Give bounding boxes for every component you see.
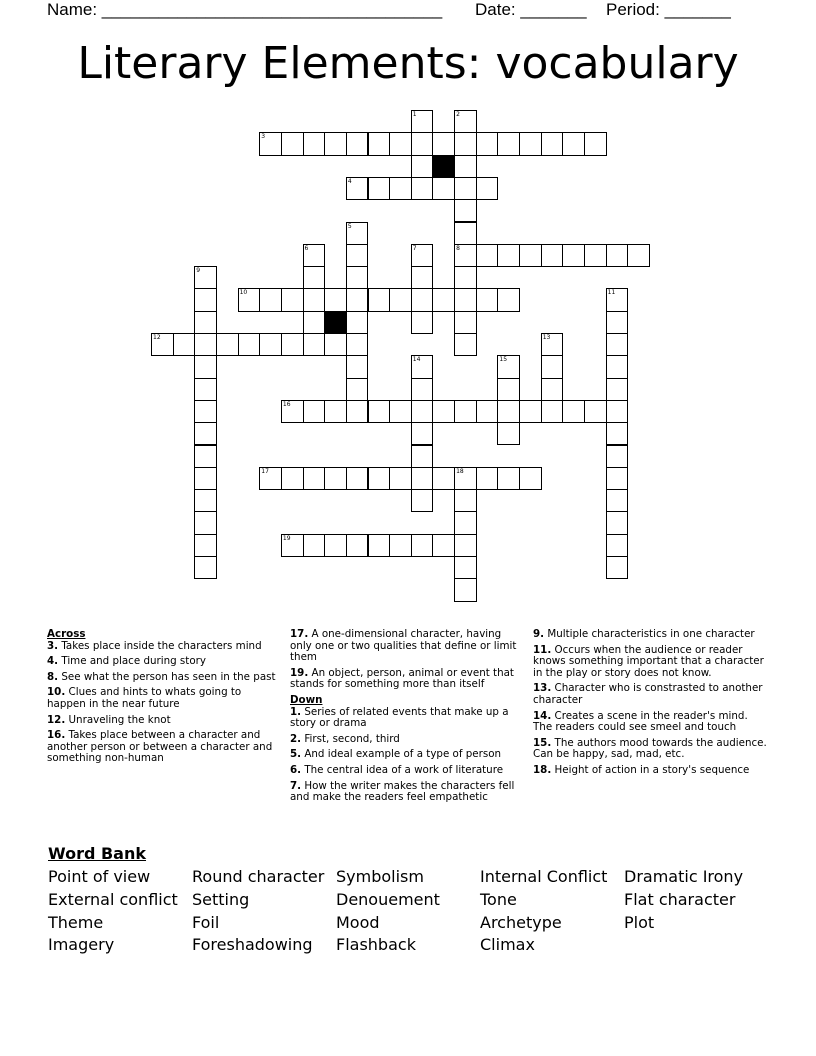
clue-item-text: Occurs when the audience or reader knows something important that a character in the play or story does not know. [533,643,764,679]
clue-item [47,672,283,684]
grid-cell[interactable] [454,400,477,423]
word-bank-item: Dramatic Irony [624,867,744,886]
grid-cell[interactable] [432,177,455,200]
grid-cell[interactable] [606,422,629,445]
grid-cell[interactable] [454,556,477,579]
clue-number: 16 [282,400,291,408]
clue-number: 17 [261,467,269,475]
clue-item-number: 8. [47,670,59,683]
grid-cell[interactable] [454,244,477,267]
page-title: Literary Elements: vocabulary [77,38,739,89]
grid-cell[interactable] [259,288,282,311]
clue-number: 12 [153,334,161,341]
clue-item-text: An object, person, animal or event that stands for something more than itself [290,666,514,691]
grid-cell[interactable] [497,422,520,445]
grid-cell[interactable] [194,400,217,423]
grid-cell[interactable] [606,467,629,490]
clue-item [47,641,283,653]
clue-item-number: 13. [533,682,552,695]
grid-cell[interactable] [454,132,477,155]
clue-number: 10 [239,289,248,297]
clue-item [290,629,526,664]
grid-cell[interactable] [346,266,369,289]
grid-cell[interactable] [606,534,629,557]
grid-cell[interactable] [346,333,369,356]
grid-cell[interactable] [454,155,477,178]
grid-cell[interactable] [562,132,585,155]
word-bank-item: Flat character [624,890,736,909]
grid-cell[interactable] [606,489,629,512]
clue-item-text: Creates a scene in the reader's mind. The readers could see smeel and touch [533,709,748,734]
grid-cell[interactable] [194,355,217,378]
grid-cell[interactable] [411,400,434,423]
grid-cell[interactable] [346,222,369,245]
clue-number: 4 [347,177,352,185]
grid-cell[interactable] [454,177,477,200]
clues-column-2 [290,629,526,808]
grid-cell[interactable] [194,556,217,579]
clue-item-number: 14. [533,709,552,722]
clue-item-number: 16. [47,729,66,742]
grid-cell[interactable] [454,222,477,245]
grid-cell[interactable] [194,288,217,311]
clue-item [290,749,526,761]
grid-cell[interactable] [389,400,412,423]
word-bank-item: Setting [192,890,250,909]
clue-item [290,765,526,777]
grid-cell[interactable] [346,311,369,334]
grid-cell[interactable] [432,467,455,490]
clue-number: 13 [542,334,551,341]
grid-cell[interactable] [562,400,585,423]
clue-item [47,730,283,765]
clue-number: 14 [412,356,421,364]
grid-cell[interactable] [173,333,196,356]
clue-item-number: 17. [290,628,309,640]
grid-cell[interactable] [194,445,217,468]
grid-cell[interactable] [454,110,477,133]
grid-cell[interactable] [411,155,434,178]
grid-cell[interactable] [411,110,434,133]
grid-cell[interactable] [411,244,434,267]
clue-item-text: See what the person has seen in the past [58,670,276,683]
clue-item-number: 18. [533,763,552,776]
grid-cell[interactable] [584,132,607,155]
clue-item-number: 12. [47,713,66,726]
grid-cell[interactable] [411,132,434,155]
clue-item-text: Multiple characteristics in one character [544,628,755,640]
grid-cell[interactable] [303,333,326,356]
black-cell [324,311,347,334]
word-bank-item: Foil [192,913,220,932]
grid-cell[interactable] [476,244,499,267]
grid-cell[interactable] [194,333,217,356]
clue-item-text: And ideal example of a type of person [301,748,502,761]
grid-cell[interactable] [627,244,650,267]
grid-cell[interactable] [411,445,434,468]
clue-item-number: 10. [47,686,66,699]
grid-cell[interactable] [606,400,629,423]
grid-cell[interactable] [194,534,217,557]
grid-cell[interactable] [324,333,347,356]
grid-cell[interactable] [476,132,499,155]
clue-item-number: 7. [290,779,302,792]
clue-item [290,734,526,746]
grid-cell[interactable] [389,288,412,311]
grid-cell[interactable] [562,244,585,267]
grid-cell[interactable] [497,378,520,401]
grid-cell[interactable] [541,378,564,401]
grid-cell[interactable] [216,333,239,356]
grid-cell[interactable] [346,244,369,267]
clue-item-number: 2. [290,732,302,745]
word-bank-item: Imagery [48,935,115,954]
clue-item-text: First, second, third [301,732,400,745]
grid-cell[interactable] [606,333,629,356]
grid-cell[interactable] [281,400,304,423]
grid-cell[interactable] [606,445,629,468]
grid-cell[interactable] [303,311,326,334]
word-bank-item: Point of view [48,867,151,886]
grid-cell[interactable] [454,467,477,490]
clues-column-3 [533,629,769,781]
grid-cell[interactable] [281,534,304,557]
word-bank-title: Word Bank [48,844,147,863]
clue-item [533,765,769,777]
word-bank-item: Mood [336,913,380,932]
grid-cell[interactable] [606,311,629,334]
clue-item-text: A one-dimensional character, having only one or two qualities that define or limit them [290,628,517,664]
grid-cell[interactable] [411,177,434,200]
clue-number: 11 [607,289,616,297]
grid-cell[interactable] [411,266,434,289]
grid-cell[interactable] [497,355,520,378]
across-heading: Across [47,628,86,640]
grid-cell[interactable] [259,333,282,356]
grid-cell[interactable] [519,132,542,155]
clue-item-text: Character who is constrasted to another character [533,682,763,706]
clue-number: 8 [456,244,460,252]
clue-item [290,707,526,730]
word-bank-item: Plot [624,913,655,932]
grid-cell[interactable] [432,132,455,155]
grid-cell[interactable] [368,288,391,311]
grid-cell[interactable] [324,534,347,557]
grid-cell[interactable] [346,467,369,490]
grid-cell[interactable] [411,467,434,490]
grid-cell[interactable] [389,177,412,200]
grid-cell[interactable] [519,467,542,490]
clue-item [47,656,283,668]
word-bank-item: Archetype [480,913,562,932]
grid-cell[interactable] [411,355,434,378]
grid-cell[interactable] [497,400,520,423]
clue-number: 6 [304,244,309,252]
clue-number: 5 [347,222,352,230]
grid-cell[interactable] [368,534,391,557]
grid-cell[interactable] [497,244,520,267]
grid-cell[interactable] [432,400,455,423]
down-heading: Down [290,693,323,706]
clue-item-text: Takes place between a character and another person or between a character and something non-human [47,729,273,765]
clue-item-number: 6. [290,763,302,776]
grid-cell[interactable] [411,534,434,557]
grid-cell[interactable] [194,266,217,289]
grid-cell[interactable] [476,177,499,200]
grid-cell[interactable] [519,244,542,267]
black-cell [432,155,455,178]
grid-cell[interactable] [368,400,391,423]
word-bank-item: Climax [480,935,535,954]
clue-item-text: Height of action in a story's sequence [551,763,750,776]
clue-item-number: 4. [47,655,59,668]
clue-number: 19 [282,534,291,542]
grid-cell[interactable] [194,422,217,445]
grid-cell[interactable] [303,244,326,267]
grid-cell[interactable] [411,288,434,311]
clue-item-text: The authors mood towards the audience. Can be happy, sad, mad, etc. [533,736,767,761]
clue-number: 2 [456,111,460,118]
grid-cell[interactable] [194,378,217,401]
clue-item [47,715,283,727]
grid-cell[interactable] [303,400,326,423]
grid-cell[interactable] [346,288,369,311]
word-bank-item: Symbolism [336,867,424,886]
grid-cell[interactable] [497,288,520,311]
grid-cell[interactable] [606,244,629,267]
grid-cell[interactable] [454,511,477,534]
grid-cell[interactable] [519,400,542,423]
grid-cell[interactable] [194,311,217,334]
grid-cell[interactable] [584,244,607,267]
grid-cell[interactable] [454,311,477,334]
clue-item [533,645,769,680]
clue-item [290,668,526,691]
grid-cell[interactable] [411,378,434,401]
word-bank-item: Round character [192,867,325,886]
word-bank-item: Tone [480,890,517,909]
clue-item-text: How the writer makes the characters fell and make the readers feel empathetic [290,779,515,804]
grid-cell[interactable] [454,266,477,289]
grid-cell[interactable] [389,467,412,490]
grid-cell[interactable] [281,132,304,155]
clue-number: 15 [499,356,508,364]
grid-cell[interactable] [476,400,499,423]
grid-cell[interactable] [346,355,369,378]
clue-item [533,738,769,761]
grid-cell[interactable] [584,400,607,423]
grid-cell[interactable] [454,288,477,311]
clue-item-number: 15. [533,736,552,749]
word-bank-item: Flashback [336,935,416,954]
clue-item-number: 11. [533,643,552,656]
clues-column-1 [47,629,283,769]
grid-cell[interactable] [346,177,369,200]
grid-cell[interactable] [411,311,434,334]
clue-item [533,711,769,734]
grid-cell[interactable] [259,132,282,155]
clue-number: 7 [412,244,417,252]
grid-cell[interactable] [411,422,434,445]
grid-cell[interactable] [151,333,174,356]
grid-cell[interactable] [454,333,477,356]
clue-item-text: Clues and hints to whats going to happen in the near future [47,686,242,710]
grid-cell[interactable] [346,132,369,155]
clue-item [290,781,526,804]
name-field[interactable]: Name: ____________________________________ [47,0,443,19]
grid-cell[interactable] [281,467,304,490]
grid-cell[interactable] [194,467,217,490]
grid-cell[interactable] [324,288,347,311]
period-field[interactable]: Period: _______ [606,0,731,19]
grid-cell[interactable] [454,578,477,601]
grid-cell[interactable] [389,132,412,155]
clue-item-number: 1. [290,705,302,718]
grid-cell[interactable] [541,400,564,423]
clue-item [47,687,283,710]
grid-cell[interactable] [194,489,217,512]
clue-number: 18 [456,467,464,475]
date-field[interactable]: Date: _______ [475,0,587,19]
grid-cell[interactable] [476,288,499,311]
grid-cell[interactable] [346,400,369,423]
clue-number: 1 [412,111,417,118]
grid-cell[interactable] [281,333,304,356]
clue-item-text: Series of related events that make up a story or drama [290,705,509,730]
clue-item-text: Unraveling the knot [65,713,171,726]
grid-cell[interactable] [324,467,347,490]
grid-cell[interactable] [194,511,217,534]
grid-cell[interactable] [454,534,477,557]
grid-cell[interactable] [324,132,347,155]
grid-cell[interactable] [454,489,477,512]
clue-item-text: The central idea of a work of literature [301,763,504,776]
grid-cell[interactable] [303,266,326,289]
grid-cell[interactable] [541,333,564,356]
grid-cell[interactable] [389,534,412,557]
grid-cell[interactable] [606,355,629,378]
clue-item-number: 9. [533,628,545,640]
clue-item-number: 19. [290,666,309,679]
grid-cell[interactable] [303,132,326,155]
grid-cell[interactable] [541,244,564,267]
word-bank-item: Internal Conflict [480,867,608,886]
clue-item [533,683,769,706]
word-bank-item: External conflict [48,890,178,909]
grid-cell[interactable] [606,378,629,401]
grid-cell[interactable] [324,400,347,423]
word-bank-item: Foreshadowing [192,935,313,954]
grid-cell[interactable] [368,467,391,490]
grid-cell[interactable] [606,511,629,534]
grid-cell[interactable] [259,467,282,490]
grid-cell[interactable] [238,333,261,356]
grid-cell[interactable] [281,288,304,311]
grid-cell[interactable] [432,288,455,311]
grid-cell[interactable] [303,467,326,490]
grid-cell[interactable] [303,288,326,311]
grid-cell[interactable] [497,467,520,490]
grid-cell[interactable] [346,378,369,401]
clue-number: 3 [261,133,266,141]
grid-cell[interactable] [303,534,326,557]
grid-cell[interactable] [497,132,520,155]
clue-item [533,629,769,641]
grid-cell[interactable] [238,288,261,311]
grid-cell[interactable] [411,489,434,512]
clue-item-number: 5. [290,748,302,761]
grid-cell[interactable] [606,556,629,579]
clue-item-number: 3. [47,639,59,652]
clue-number: 9 [196,267,201,275]
word-bank-item: Theme [48,913,104,932]
grid-cell[interactable] [541,355,564,378]
grid-cell[interactable] [606,288,629,311]
grid-cell[interactable] [541,132,564,155]
clue-item-text: Takes place inside the characters mind [58,639,262,652]
grid-cell[interactable] [454,199,477,222]
grid-cell[interactable] [368,132,391,155]
word-bank-item: Denouement [336,890,440,909]
grid-cell[interactable] [368,177,391,200]
clue-item-text: Time and place during story [58,655,206,668]
grid-cell[interactable] [346,534,369,557]
grid-cell[interactable] [476,467,499,490]
grid-cell[interactable] [432,534,455,557]
